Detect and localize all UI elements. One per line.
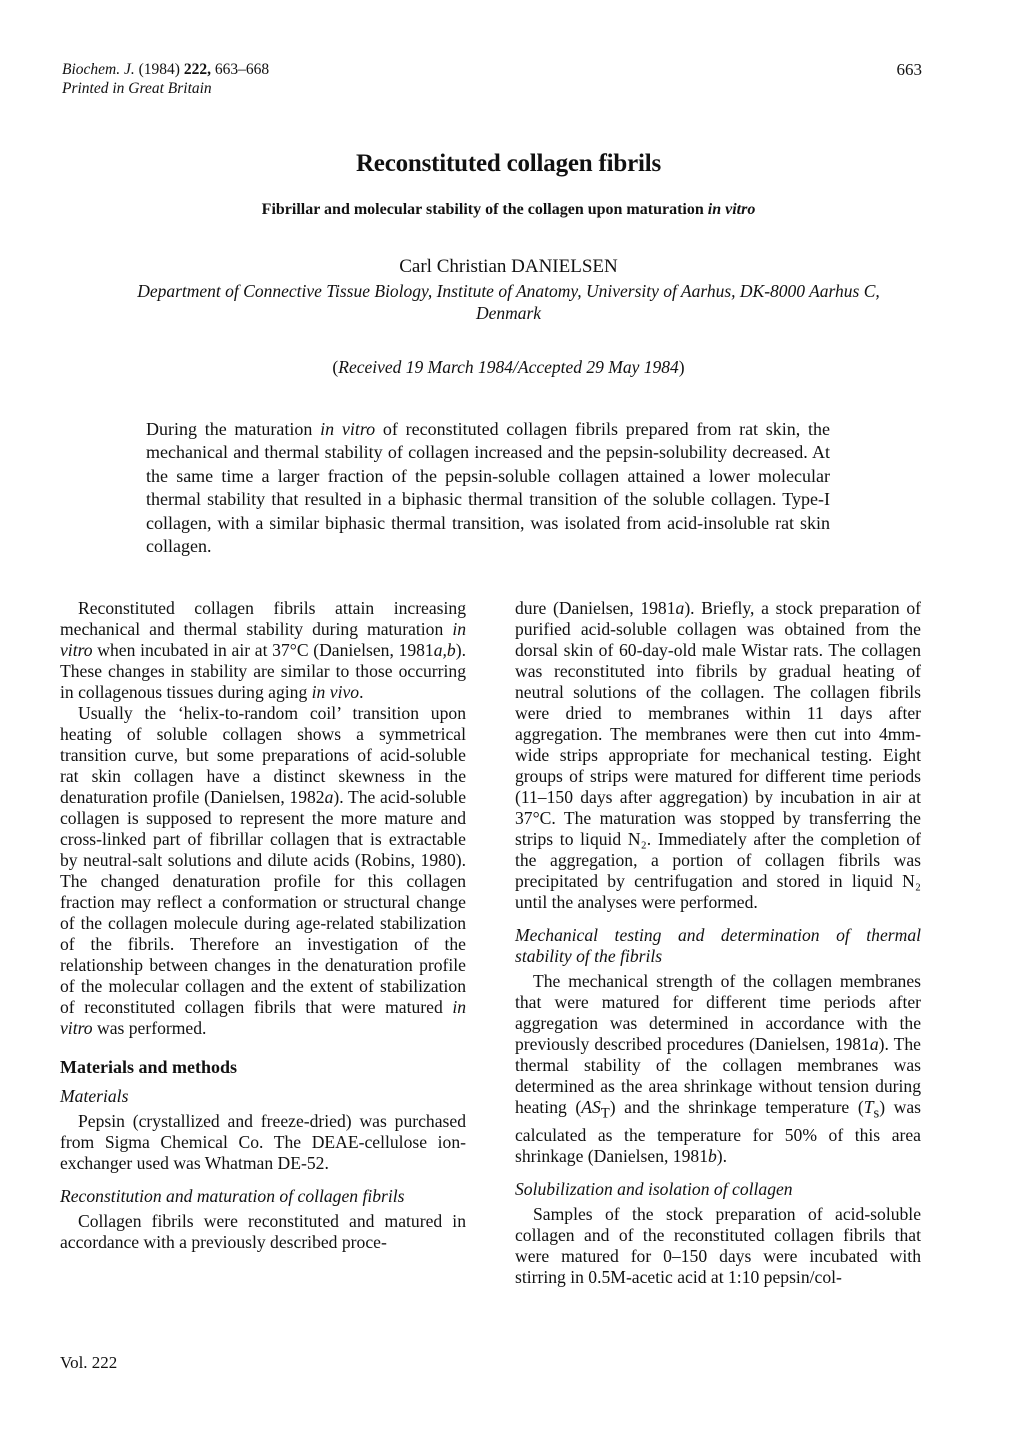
right-column	[515, 598, 921, 1288]
journal-volume: 222,	[183, 61, 211, 78]
journal-pages: 663–668	[214, 61, 270, 78]
paragraph-procedure: dure (Danielsen, 1981a). Briefly, a stock preparation of purified acid-soluble collagen was obtained from the dorsal skin of 60-day-old male Wistar rats. The collagen was reconstituted into fibrils by gradual heating of neutral solutions of the collagen. The collagen fibrils were dried to membranes within 11 days after aggregation. The membranes were then cut into 4mm-wide strips appropriate for mechanical testing. Eight groups of strips were matured for different time periods (11–150 days after aggregation) by incubation in air at 37°C. The maturation was stopped by transferring the strips to liquid N₂. Immediately after the completion of the aggregation, a portion of collagen fibrils was precipitated by centrifugation and stored in liquid N₂ until the analyses were performed.	[515, 598, 921, 912]
journal-citation	[62, 60, 269, 98]
subheading-materials: Materials	[60, 1086, 129, 1106]
article-title: Reconstituted collagen fibrils	[355, 150, 662, 177]
paragraph-intro-2: Usually the ‘helix-to-random coil’ transition upon heating of soluble collagen shows a symmetrical transition curve, but some preparations of acid-soluble rat skin collagen have a distinct skewness in the denaturation profile (Danielsen, 1982a). The acid-soluble collagen is supposed to represent the more mature and cross-linked part of fibrillar collagen that is extractable by neutral-salt solutions and dilute acids (Robins, 1980). The changed denaturation profile for this collagen fraction may reflect a conformation or structural change of the collagen molecule during age-related stabilization of the fibrils. Therefore an investigation of the relationship between changes in the denaturation profile of the molecular collagen and the extent of stabilization of reconstituted collagen fibrils that were matured in vitro was performed.	[60, 703, 467, 1038]
volume-footer: Vol. 222	[60, 1353, 118, 1372]
printed-in: Printed in Great Britain	[62, 80, 212, 97]
article-subtitle: Fibrillar and molecular stability of the collagen upon maturation in vitro	[261, 201, 756, 218]
journal-name: Biochem. J.	[62, 61, 135, 78]
paragraph-materials: Pepsin (crystallized and freeze-dried) was purchased from Sigma Chemical Co. The DEAE-cellulose ion-exchanger used was Whatman DE-52.	[60, 1111, 466, 1173]
subheading-reconstitution: Reconstitution and maturation of collagen fibrils	[60, 1186, 405, 1206]
page-number: 663	[896, 60, 922, 79]
paragraph-intro-1: Reconstituted collagen fibrils attain increasing mechanical and thermal stability during maturation in vitro when incubated in air at 37°C (Danielsen, 1981a,b). These changes in stability are similar to those occurring in collagenous tissues during aging in vivo.	[60, 598, 466, 702]
author-name: Carl Christian DANIELSEN	[399, 256, 618, 277]
left-column	[60, 598, 466, 1253]
affiliation: Department of Connective Tissue Biology, Institute of Anatomy, University of Aarhus, DK-8000 Aarhus C, Denmark	[137, 281, 880, 323]
paragraph-mechanical-testing: The mechanical strength of the collagen membranes that were matured for different time periods after aggregation was determined in accordance with the previously described procedures (Danielsen, 1981a). The thermal stability of the collagen membranes was determined as the area shrinkage without tension during heating $(AS_T)$ and the shrinkage temperature $(T_s)$ was calculated as the temperature for 50% of this area shrinkage (Danielsen, 1981b).	[515, 971, 922, 1166]
section-heading-materials-methods: Materials and methods	[60, 1057, 237, 1077]
journal-year: (1984)	[138, 61, 180, 78]
paragraph-reconstitution: Collagen fibrils were reconstituted and matured in accordance with a previously described proce-	[60, 1211, 466, 1252]
subheading-mechanical-testing: Mechanical testing and determination of thermal stability of the fibrils	[515, 925, 921, 966]
received-dates: (Received 19 March 1984/Accepted 29 May 1984)	[332, 357, 685, 377]
abstract: During the maturation in vitro of reconstituted collagen fibrils prepared from rat skin, the mechanical and thermal stability of collagen increased and the pepsin-solubility decreased. At the same time a larger fraction of the pepsin-soluble collagen attained a lower molecular thermal stability that resulted in a biphasic thermal transition of the soluble collagen. Type-I collagen, with a similar biphasic thermal transition, was isolated from acid-insoluble rat skin collagen.	[146, 419, 830, 557]
subheading-solubilization: Solubilization and isolation of collagen	[515, 1178, 793, 1199]
paragraph-solubilization: Samples of the stock preparation of acid-soluble collagen and of the reconstituted collagen fibrils that were matured for 0–150 days were incubated with stirring in 0.5M-acetic acid at 1:10 pepsin/col-	[515, 1203, 921, 1287]
